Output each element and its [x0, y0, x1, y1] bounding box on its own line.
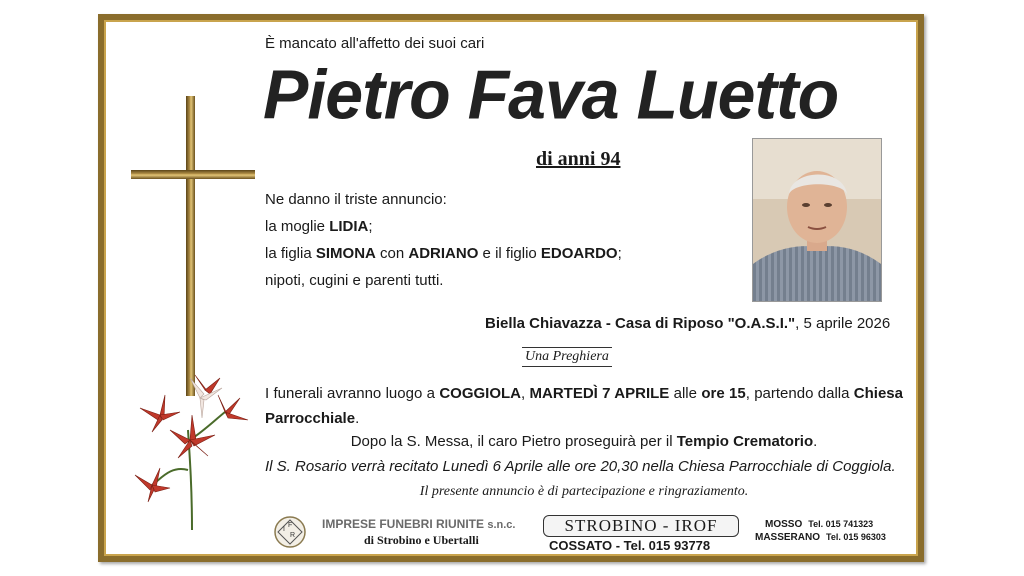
rosary-text: Il S. Rosario verrà recitato Lunedì 6 Aprile alle ore 20,30 nella Chiesa Parrocchiale di Coggiola.	[265, 458, 896, 475]
mosso-contact: MOSSO Tel. 015 741323	[765, 519, 874, 530]
announce-line-3: la figlia SIMONA con ADRIANO e il figlio EDOARDO;	[265, 245, 622, 262]
announce-line-4: nipoti, cugini e parenti tutti.	[265, 272, 444, 289]
announce-line-1: Ne danno il triste annuncio:	[265, 191, 447, 208]
cross-arm	[131, 170, 255, 179]
age-text: di anni 94	[536, 148, 621, 170]
company-owners: di Strobino e Ubertalli	[364, 533, 479, 547]
place-date: Biella Chiavazza - Casa di Riposo "O.A.S.I.", 5 aprile 2026	[485, 315, 891, 332]
logo-letter-r: R	[290, 532, 296, 539]
announce-line-2: la moglie LIDIA;	[265, 218, 373, 235]
logo-letter-f: F	[288, 522, 293, 529]
cossato-phone: COSSATO - Tel. 015 93778	[549, 538, 711, 553]
masserano-contact: MASSERANO Tel. 015 96303	[755, 532, 886, 543]
company-name: IMPRESE FUNEBRI RIUNITE s.n.c.	[322, 517, 516, 531]
mass-text: Dopo la S. Messa, il caro Pietro proseguirà per il Tempio Crematorio.	[350, 433, 818, 450]
deceased-name: Pietro Fava Luetto	[263, 56, 839, 134]
prayer-label: Una Preghiera	[522, 347, 612, 367]
strobino-badge: STROBINO - IROF	[543, 515, 739, 537]
lily-flower-icon	[130, 370, 255, 530]
portrait-photo	[752, 138, 882, 302]
closing-note: Il presente annuncio è di partecipazione e ringraziamento.	[419, 484, 749, 499]
intro-text: È mancato all'affetto dei suoi cari	[265, 35, 485, 52]
logo-letter-i: I	[283, 526, 285, 533]
funeral-text: I funerali avranno luogo a COGGIOLA, MARTEDÌ 7 APRILE alle ore 15, partendo dalla Chiesa Parrocchiale.	[265, 385, 903, 427]
cross-icon	[186, 96, 195, 396]
ifr-logo-icon	[270, 515, 310, 549]
